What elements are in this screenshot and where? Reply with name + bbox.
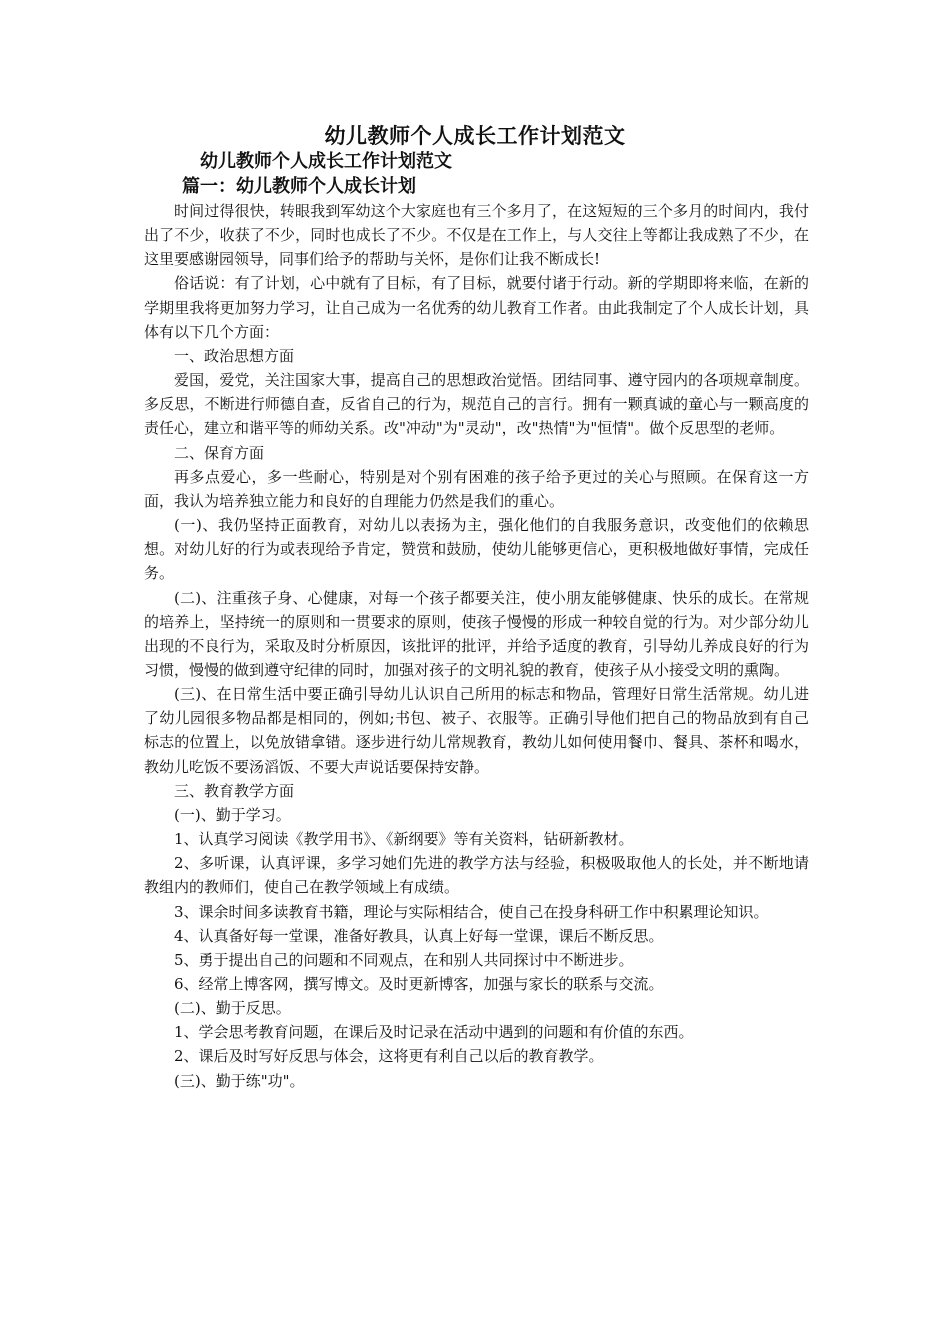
paragraph: (三)、在日常生活中要正确引导幼儿认识自己所用的标志和物品，管理好日常生活常规。幼儿进了幼儿园很多物品都是相同的，例如;书包、被子、衣服等。正确引导他们把自己的物品放到有自己标志的位置上，以免放错拿错。逐步进行幼儿常规教育，教幼儿如何使用餐巾、餐具、茶杯和喝水，教幼儿吃饭不要汤滔饭、不要大声说话要保持安静。: [144, 685, 809, 776]
section-title: 一、政治思想方面: [174, 346, 295, 365]
list-item: 2、课后及时写好反思与体会，这将更有利自己以后的教育教学。: [174, 1047, 604, 1066]
list-item: 1、认真学习阅读《教学用书》、《新纲要》等有关资料，钻研新教材。: [174, 830, 634, 849]
document-body: [144, 199, 809, 1093]
paragraph: 俗话说：有了计划，心中就有了目标，有了目标，就要付诸于行动。新的学期即将来临，在新的学期里我将更加努力学习，让自己成为一名优秀的幼儿教育工作者。由此我制定了个人成长计划，具体有以下几个方面：: [144, 274, 809, 341]
section-title: 三、教育教学方面: [174, 781, 295, 800]
list-item: 5、勇于提出自己的问题和不同观点，在和别人共同探讨中不断进步。: [174, 950, 634, 969]
subsection-title: (一)、勤于学习。: [174, 805, 291, 824]
subsection-title: (二)、勤于反思。: [174, 999, 291, 1018]
list-item: 4、认真备好每一堂课，准备好教具，认真上好每一堂课，课后不断反思。: [174, 926, 664, 945]
paragraph: (一)、我仍坚持正面教育，对幼儿以表扬为主，强化他们的自我服务意识，改变他们的依赖思想。对幼儿好的行为或表现给予肯定，赞赏和鼓励，使幼儿能够更信心，更积极地做好事情，完成任务。: [144, 516, 809, 583]
list-item: 6、经常上博客网，撰写博文。及时更新博客，加强与家长的联系与交流。: [174, 975, 664, 993]
list-item: 2、多听课，认真评课，多学习她们先进的教学方法与经验，积极吸取他人的长处，并不断地请教组内的教师们，使自己在教学领域上有成绩。: [144, 854, 809, 897]
document-subtitle: 幼儿教师个人成长工作计划范文: [200, 151, 452, 172]
section-heading: 篇一：幼儿教师个人成长计划: [182, 176, 416, 197]
subsection-title: (三)、勤于练"功"。: [174, 1071, 305, 1090]
paragraph: 时间过得很快，转眼我到军幼这个大家庭也有三个多月了，在这短短的三个多月的时间内，我付出了不少，收获了不少，同时也成长了不少。不仅是在工作上，与人交往上等都让我成熟了不少，在这里要感谢园领导，同事们给予的帮助与关怀，是你们让我不断成长!: [144, 202, 809, 269]
paragraph: 爱国，爱党，关注国家大事，提高自己的思想政治觉悟。团结同事、遵守园内的各项规章制度。多反思，不断进行师德自查，反省自己的行为，规范自己的言行。拥有一颗真诚的童心与一颗高度的责任心，建立和谐平等的师幼关系。改"冲动"为"灵动"，改"热情"为"恒情"。做个反思型的老师。: [144, 371, 809, 438]
document-title: 幼儿教师个人成长工作计划范文: [324, 123, 626, 148]
list-item: 3、课余时间多读教育书籍，理论与实际相结合，使自己在投身科研工作中积累理论知识。: [174, 902, 769, 921]
section-title: 二、保育方面: [174, 443, 265, 462]
paragraph: 再多点爱心，多一些耐心，特别是对个别有困难的孩子给予更过的关心与照顾。在保育这一方面，我认为培养独立能力和良好的自理能力仍然是我们的重心。: [144, 467, 809, 510]
paragraph: (二)、注重孩子身、心健康，对每一个孩子都要关注，使小朋友能够健康、快乐的成长。在常规的培养上，坚持统一的原则和一贯要求的原则，使孩子慢慢的形成一种较自觉的行为。对少部分幼儿出现的不良行为，采取及时分析原因，该批评的批评，并给予适度的教育，引导幼儿养成良好的行为习惯，慢慢的做到遵守纪律的同时，加强对孩子的文明礼貌的教育，使孩子从小接受文明的熏陶。: [144, 588, 809, 679]
list-item: 1、学会思考教育问题，在课后及时记录在活动中遇到的问题和有价值的东西。: [174, 1023, 694, 1042]
